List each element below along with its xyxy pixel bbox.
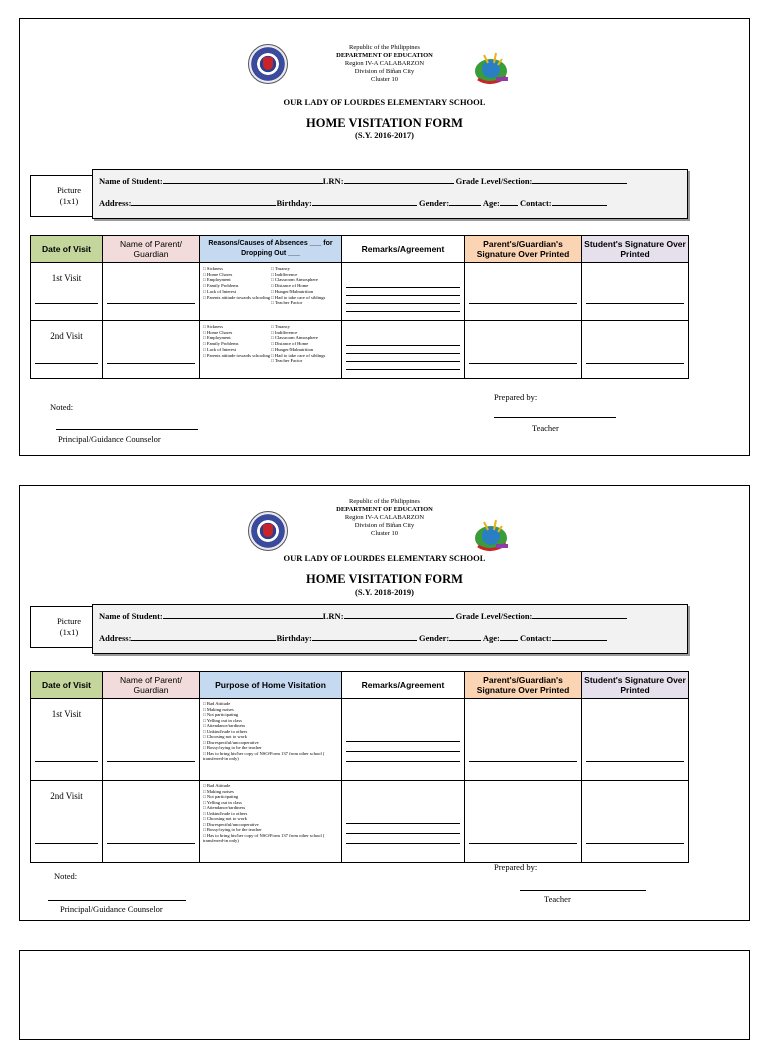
checklist-item[interactable]: □ Indifference	[271, 329, 298, 335]
prepared-by-label: Prepared by:	[494, 392, 538, 402]
checklist-item[interactable]: □ Employment	[203, 335, 231, 341]
contact-label: Contact:	[519, 633, 552, 643]
student-signature-cell[interactable]	[582, 263, 689, 321]
checklist-item[interactable]: □ Has to bring his/her copy of NSO/Form 137 from other school ( transferred-in only)	[203, 832, 325, 844]
purpose-checklist	[200, 699, 342, 781]
checklist-item[interactable]: □ Sickness	[203, 266, 224, 271]
reasons-checklist	[200, 321, 342, 379]
table-row	[31, 263, 689, 321]
name-field[interactable]	[163, 175, 323, 184]
lrn-label: LRN:	[322, 611, 344, 621]
student-signature-cell[interactable]	[582, 321, 689, 379]
checklist-item[interactable]: □ Hunger/Malnutrition	[271, 288, 314, 294]
lrn-field[interactable]	[344, 610, 454, 619]
checklist-item[interactable]: □ Sickness	[203, 324, 224, 329]
checklist-item[interactable]: □ Distance of Home	[271, 283, 309, 289]
prepared-by-label: Prepared by:	[494, 862, 538, 872]
checklist-item[interactable]: □ Choosing not to work	[203, 816, 247, 822]
parent-signature-cell[interactable]	[465, 781, 582, 863]
checklist-item[interactable]: □ Bad Attitude	[203, 701, 231, 706]
date-line[interactable]	[35, 303, 98, 304]
student-signature-cell[interactable]	[582, 699, 689, 781]
checklist-item[interactable]: □ Hunger/Malnutrition	[271, 346, 314, 352]
checklist-item[interactable]: □ Teacher Factor	[271, 300, 303, 306]
parent-signature-cell[interactable]	[465, 263, 582, 321]
reasons-header: Reasons/Causes of Absences ___ for Dropping Out ___	[200, 236, 342, 263]
gender-field[interactable]	[449, 632, 481, 641]
principal-label: Principal/Guidance Counselor	[58, 434, 161, 444]
name-field[interactable]	[163, 610, 323, 619]
birthday-field[interactable]	[312, 632, 417, 641]
parent-name-cell[interactable]	[103, 321, 200, 379]
checklist-item[interactable]: □ Home Chores	[203, 329, 233, 335]
gender-label: Gender:	[418, 198, 450, 208]
purpose-checklist	[200, 781, 342, 863]
teacher-signature-line[interactable]	[520, 890, 646, 891]
noted-label: Noted:	[54, 871, 78, 881]
checklist-item[interactable]: □ Distance of Home	[271, 341, 309, 347]
checklist-item[interactable]: □ Had to take care of siblings	[271, 352, 326, 358]
parent-name-cell[interactable]	[103, 781, 200, 863]
checklist-item[interactable]: □ Yelling out in class	[203, 717, 242, 723]
checklist-item[interactable]: □ Making noises	[203, 788, 234, 794]
teacher-label: Teacher	[544, 894, 571, 904]
birthday-field[interactable]	[312, 197, 417, 206]
date-line[interactable]	[35, 761, 98, 762]
checklist-item[interactable]: □ Family Problems	[203, 283, 239, 289]
parent-name-cell[interactable]	[103, 263, 200, 321]
remarks-cell[interactable]	[342, 263, 465, 321]
form-title: HOME VISITATION FORM	[306, 116, 463, 130]
age-label: Age:	[482, 633, 500, 643]
age-label: Age:	[482, 198, 500, 208]
second-visit-cell: 2nd Visit	[31, 321, 103, 379]
gender-field[interactable]	[449, 197, 481, 206]
name-label: Name of Student:	[99, 611, 163, 621]
checklist-item[interactable]: □ Making noises	[203, 706, 234, 712]
contact-label: Contact:	[519, 198, 552, 208]
grade-label: Grade Level/Section:	[455, 176, 533, 186]
grade-field[interactable]	[532, 175, 627, 184]
picture-box: Picture (1x1)	[30, 606, 108, 648]
parent-signature-header: Parent's/Guardian's Signature Over Printed	[465, 236, 582, 263]
parent-signature-cell[interactable]	[465, 699, 582, 781]
checklist-item[interactable]: □ Not participating	[203, 794, 239, 800]
age-field[interactable]	[500, 197, 518, 206]
teacher-label: Teacher	[532, 423, 559, 433]
grade-label: Grade Level/Section:	[455, 611, 533, 621]
form-title: HOME VISITATION FORM	[306, 572, 463, 586]
contact-field[interactable]	[552, 632, 607, 641]
checklist-item[interactable]: □ Classroom Atmosphere	[271, 335, 318, 341]
lrn-field[interactable]	[344, 175, 454, 184]
address-field[interactable]	[131, 632, 276, 641]
checklist-item[interactable]: □ Not participating	[203, 712, 239, 718]
remarks-cell[interactable]	[342, 321, 465, 379]
checklist-item[interactable]: □ Has to bring his/her copy of NSO/Form 137 from other school ( transferred-in only)	[203, 750, 325, 762]
parent-signature-cell[interactable]	[465, 321, 582, 379]
checklist-item[interactable]: □ Attendance/tardiness	[203, 723, 246, 729]
date-header: Date of Visit	[31, 236, 103, 263]
reasons-checklist	[200, 263, 342, 321]
principal-label: Principal/Guidance Counselor	[60, 904, 163, 914]
age-field[interactable]	[500, 632, 518, 641]
checklist-item[interactable]: □ Had to take care of siblings	[271, 294, 326, 300]
parent-name-header: Name of Parent/ Guardian	[103, 672, 200, 699]
parent-name-header: Name of Parent/ Guardian	[103, 236, 200, 263]
checklist-item[interactable]: □ Teacher Factor	[271, 358, 303, 364]
name-label: Name of Student:	[99, 176, 163, 186]
first-visit-cell: 1st Visit	[31, 263, 103, 321]
checklist-item[interactable]: □ Indifference	[271, 271, 298, 277]
checklist-item[interactable]: □ Family Problems	[203, 341, 239, 347]
remarks-cell[interactable]	[342, 781, 465, 863]
remarks-header: Remarks/Agreement	[342, 236, 465, 263]
checklist-item[interactable]: □ Parents attitude towards schooling	[203, 294, 271, 300]
principal-signature-line[interactable]	[56, 429, 198, 430]
form-sheet-3	[19, 950, 750, 1040]
school-year: (S.Y. 2016-2017)	[355, 130, 414, 140]
address-label: Address:	[99, 633, 132, 643]
checklist-item[interactable]: □ Classroom Atmosphere	[271, 277, 318, 283]
birthday-label: Birthday:	[276, 633, 312, 643]
first-visit-cell: 1st Visit	[31, 699, 103, 781]
checklist-item[interactable]: □ Bossy/trying to be the teacher	[203, 745, 262, 751]
school-name: OUR LADY OF LOURDES ELEMENTARY SCHOOL	[283, 553, 486, 563]
principal-signature-line[interactable]	[48, 900, 186, 901]
checklist-item[interactable]: □ Truancy	[271, 324, 290, 329]
student-signature-header: Student's Signature Over Printed	[582, 236, 689, 263]
date-line[interactable]	[35, 843, 98, 844]
visit-table	[30, 671, 689, 863]
remarks-header: Remarks/Agreement	[342, 672, 465, 699]
remarks-cell[interactable]	[342, 699, 465, 781]
checklist-item[interactable]: □ Disrespectful/uncooperative	[203, 739, 259, 745]
student-info-box	[92, 169, 688, 219]
checklist-item[interactable]: □ Unkind/rude to others	[203, 810, 248, 816]
checklist-item[interactable]: □ Truancy	[271, 266, 290, 271]
checklist-item[interactable]: □ Lack of Interest	[203, 346, 237, 352]
table-row	[31, 781, 689, 863]
address-field[interactable]	[131, 197, 276, 206]
school-name: OUR LADY OF LOURDES ELEMENTARY SCHOOL	[283, 97, 486, 107]
checklist-item[interactable]: □ Unkind/rude to others	[203, 728, 248, 734]
checklist-item[interactable]: □ Attendance/tardiness	[203, 805, 246, 811]
checklist-item[interactable]: □ Lack of Interest	[203, 288, 237, 294]
school-year: (S.Y. 2018-2019)	[355, 587, 414, 597]
birthday-label: Birthday:	[276, 198, 312, 208]
student-signature-cell[interactable]	[582, 781, 689, 863]
checklist-item[interactable]: □ Bad Attitude	[203, 783, 231, 788]
agency-header: Republic of the Philippines DEPARTMENT OF EDUCATION Region IV-A CALABARZON Division of Biñan City Cluster 10	[336, 44, 433, 83]
grade-field[interactable]	[532, 610, 627, 619]
checklist-item[interactable]: □ Disrespectful/uncooperative	[203, 821, 259, 827]
visit-table	[30, 235, 689, 379]
checklist-item[interactable]: □ Home Chores	[203, 271, 233, 277]
second-visit-cell: 2nd Visit	[31, 781, 103, 863]
parent-name-cell[interactable]	[103, 699, 200, 781]
table-row	[31, 699, 689, 781]
date-header: Date of Visit	[31, 672, 103, 699]
parent-signature-header: Parent's/Guardian's Signature Over Printed	[465, 672, 582, 699]
address-label: Address:	[99, 198, 132, 208]
checklist-item[interactable]: □ Yelling out in class	[203, 799, 242, 805]
student-info-box	[92, 604, 688, 654]
student-signature-header: Student's Signature Over Printed	[582, 672, 689, 699]
checklist-item[interactable]: □ Employment	[203, 277, 231, 283]
picture-box: Picture (1x1)	[30, 175, 108, 217]
checklist-item[interactable]: □ Parents attitude towards schooling	[203, 352, 271, 358]
date-line[interactable]	[35, 363, 98, 364]
gender-label: Gender:	[418, 633, 450, 643]
form-sheet-1	[19, 18, 750, 456]
purpose-header: Purpose of Home Visitation	[200, 672, 342, 699]
contact-field[interactable]	[552, 197, 607, 206]
lrn-label: LRN:	[322, 176, 344, 186]
table-row	[31, 321, 689, 379]
agency-header: Republic of the Philippines DEPARTMENT OF EDUCATION Region IV-A CALABARZON Division of Biñan City Cluster 10	[336, 498, 433, 537]
form-sheet-2	[19, 485, 750, 921]
checklist-item[interactable]: □ Choosing not to work	[203, 734, 247, 740]
checklist-item[interactable]: □ Bossy/trying to be the teacher	[203, 827, 262, 833]
noted-label: Noted:	[50, 402, 74, 412]
teacher-signature-line[interactable]	[494, 417, 616, 418]
